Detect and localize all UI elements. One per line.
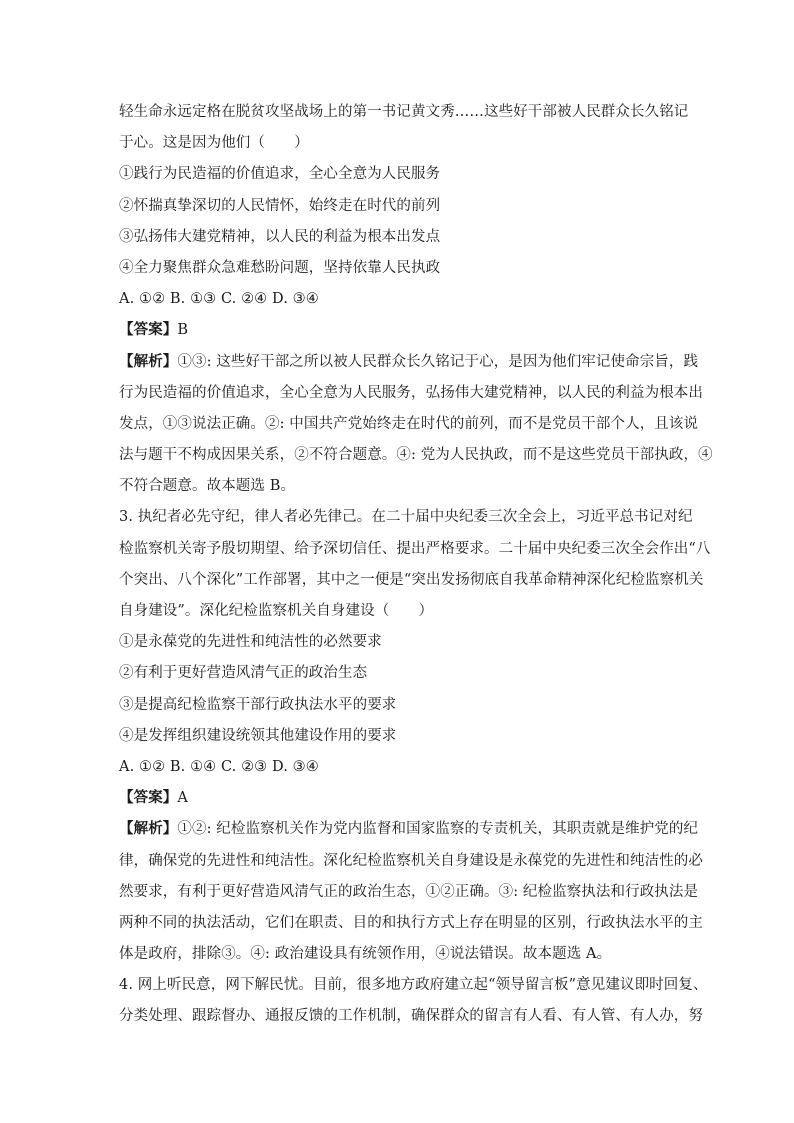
question-2-option: ④全力聚焦群众急难愁盼问题，坚持依靠人民执政 <box>119 259 441 276</box>
analysis-text: ①②: 纪检监察机关作为党内监督和国家监察的专责机关，其职责就是维护党的纪 <box>177 821 699 838</box>
analysis-tag: 【解析】 <box>119 820 178 838</box>
question-2-option: ②怀揣真挚深切的人民情怀，始终走在时代的前列 <box>119 197 441 214</box>
question-2-option: ①践行为民造福的价值追求，全心全意为人民服务 <box>119 166 441 183</box>
question-2-analysis-line <box>119 349 699 375</box>
question-2-analysis-line: 行为民造福的价值追求，全心全意为人民服务，弘扬伟大建党精神，以人民的利益为根本出 <box>119 384 703 401</box>
question-3-option: ③是提高纪检监察干部行政执法水平的要求 <box>119 696 397 713</box>
question-3-analysis-line: 两种不同的执法活动，它们在职责、目的和执行方式上存在明显的区别，行政执法水平的主 <box>119 914 703 931</box>
question-3-option: ②有利于更好营造风清气正的政治生态 <box>119 665 368 682</box>
analysis-tag: 【解析】 <box>119 352 178 370</box>
answer-tag: 【答案】 <box>119 321 178 339</box>
question-2-choices: A. ①② B. ①③ C. ②④ D. ③④ <box>119 291 319 308</box>
question-2-analysis-line: 发点，①③说法正确。②: 中国共产党始终走在时代的前列，而不是党员干部个人，且该说 <box>119 415 699 432</box>
question-3-stem-line: 检监察机关寄予殷切期望、给予深切信任、提出严格要求。二十届中央纪委三次全会作出“八 <box>119 540 711 557</box>
question-3-choices: A. ①② B. ①④ C. ②③ D. ③④ <box>119 758 319 775</box>
page-content <box>119 99 713 1035</box>
question-3-analysis-line: 然要求，有利于更好营造风清气正的政治生态，①②正确。③: 纪检监察执法和行政执法是 <box>119 883 699 900</box>
question-3-answer <box>119 785 679 811</box>
answer-value: A <box>177 790 188 807</box>
answer-value: B <box>177 322 189 339</box>
question-2-stem-line: 于心。这是因为他们（ ） <box>119 135 309 152</box>
question-3-option: ④是发挥组织建设统领其他建设作用的要求 <box>119 727 397 744</box>
question-3-analysis-line <box>119 816 699 842</box>
question-3-analysis-line: 律，确保党的先进性和纯洁性。深化纪检监察机关自身建设是永葆党的先进性和纯洁性的必 <box>119 852 703 869</box>
question-2-answer <box>119 317 679 343</box>
question-2-analysis-line: 不符合题意。故本题选 B。 <box>119 478 296 495</box>
question-3-stem-line: 自身建设”。深化纪检监察机关自身建设（ ） <box>119 603 434 619</box>
question-2-stem-line: 轻生命永远定格在脱贫攻坚战场上的第一书记黄文秀……这些好干部被人民群众长久铭记 <box>119 104 689 120</box>
question-3-stem-line: 个突出、八个深化”工作部署，其中之一便是“突出发扬彻底自我革命精神深化纪检监察机关 <box>119 571 704 588</box>
question-2-analysis-line: 法与题干不构成因果关系，②不符合题意。④: 党为人民执政，而不是这些党员干部执政，④ <box>119 447 713 464</box>
question-4-stem-line: 4. 网上听民意，网下解民忧。目前，很多地方政府建立起“领导留言板”意见建议即时回复、 <box>119 977 708 994</box>
question-4-stem-line: 分类处理、跟踪督办、通报反馈的工作机制，确保群众的留言有人看、有人管、有人办，努 <box>119 1008 703 1025</box>
answer-tag: 【答案】 <box>119 789 178 807</box>
question-3-stem-line: 3. 执纪者必先守纪，律人者必先律己。在二十届中央纪委三次全会上，习近平总书记对纪 <box>119 509 693 526</box>
question-3-option: ①是永葆党的先进性和纯洁性的必然要求 <box>119 634 382 651</box>
question-3-analysis-line: 体是政府，排除③。④: 政治建设具有统领作用，④说法错误。故本题选 A。 <box>119 946 612 963</box>
analysis-text: ①③: 这些好干部之所以被人民群众长久铭记于心，是因为他们牢记使命宗旨，践 <box>177 353 699 370</box>
question-2-option: ③弘扬伟大建党精神，以人民的利益为根本出发点 <box>119 228 441 245</box>
